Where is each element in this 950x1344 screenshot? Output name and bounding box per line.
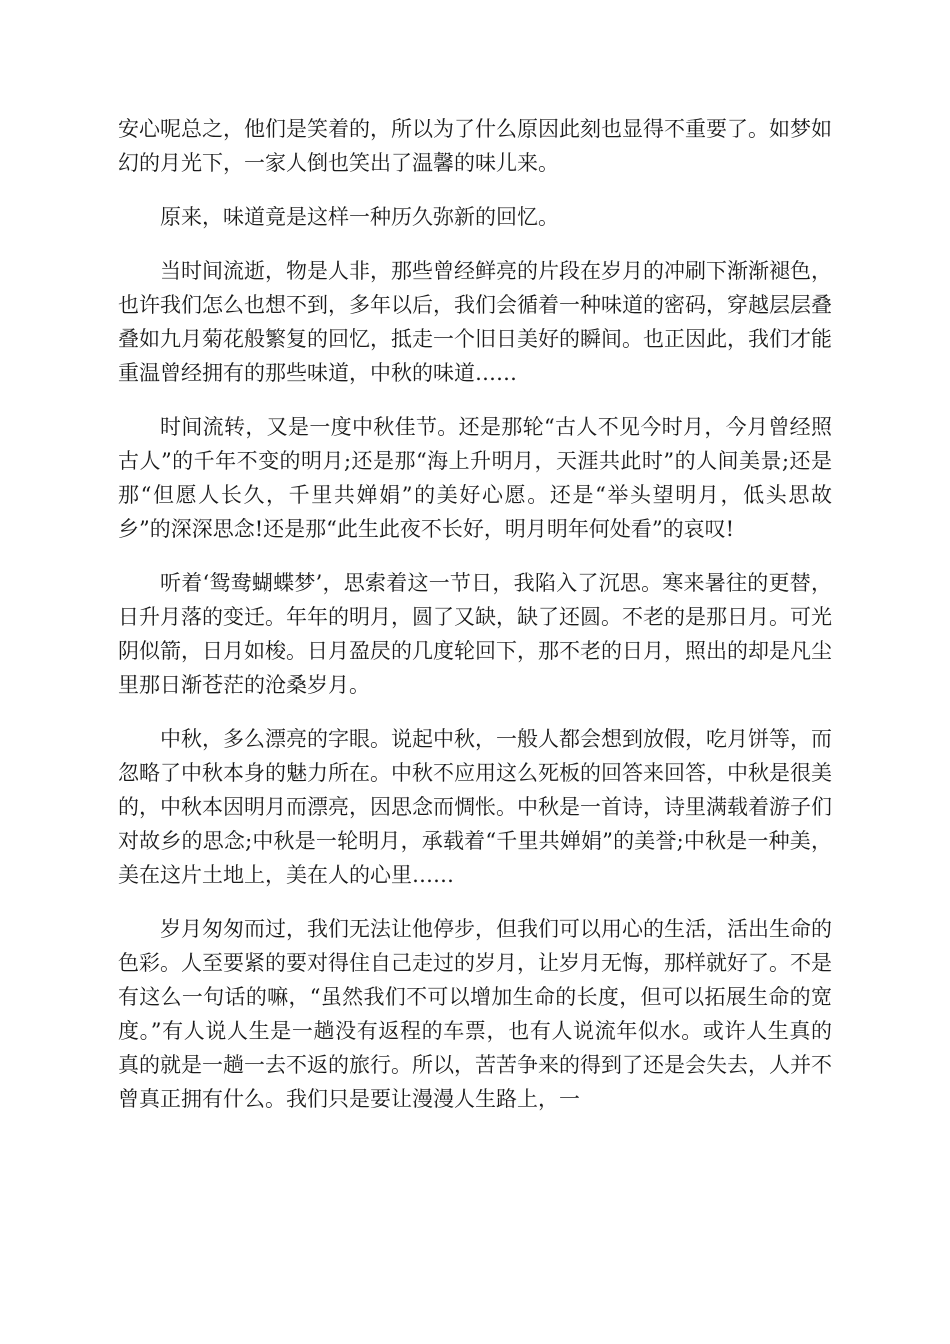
paragraph-5: 听着‘鸳鸯蝴蝶梦’，思索着这一节日，我陷入了沉思。寒来暑往的更替，日升月落的变迁。年年的明月，圆了又缺，缺了还圆。不老的是那日月。可光阴似箭，日月如梭。日月盈昃的几度轮回下，那不老的日月，照出的却是凡尘里那日渐苍茫的沧桑岁月。	[118, 571, 832, 697]
document-body	[118, 112, 832, 1116]
paragraph-6: 中秋，多么漂亮的字眼。说起中秋，一般人都会想到放假，吃月饼等，而忽略了中秋本身的魅力所在。中秋不应用这么死板的回答来回答，中秋是很美的，中秋本因明月而漂亮，因思念而惆怅。中秋是一首诗，诗里满载着游子们对故乡的思念;中秋是一轮明月，承载着“千里共婵娟”的美誉;中秋是一种美，美在这片土地上，美在人的心里……	[118, 727, 832, 887]
paragraph-3: 当时间流逝，物是人非，那些曾经鲜亮的片段在岁月的冲刷下渐渐褪色，也许我们怎么也想不到，多年以后，我们会循着一种味道的密码，穿越层层叠叠如九月菊花般繁复的回忆，抵走一个旧日美好的瞬间。也正因此，我们才能重温曾经拥有的那些味道，中秋的味道……	[118, 259, 832, 385]
paragraph-1: 安心呢总之，他们是笑着的，所以为了什么原因此刻也显得不重要了。如梦如幻的月光下，一家人倒也笑出了温馨的味儿来。	[118, 117, 832, 175]
paragraph-7: 岁月匆匆而过，我们无法让他停步，但我们可以用心的生活，活出生命的色彩。人至要紧的要对得住自己走过的岁月，让岁月无悔，那样就好了。不是有这么一句话的嘛，“虽然我们不可以增加生命的长度，但可以拓展生命的宽度。”有人说人生是一趟没有返程的车票，也有人说流年似水。或许人生真的真的就是一趟一去不返的旅行。所以，苦苦争来的得到了还是会失去，人并不曾真正拥有什么。我们只是要让漫漫人生路上，一	[118, 917, 832, 1111]
paragraph-4: 时间流转，又是一度中秋佳节。还是那轮“古人不见今时月，今月曾经照古人”的千年不变的明月;还是那“海上升明月，天涯共此时”的人间美景;还是那“但愿人长久，千里共婵娟”的美好心愿。还是“举头望明月，低头思故乡”的深深思念!还是那“此生此夜不长好，明月明年何处看”的哀叹!	[118, 415, 832, 541]
paragraph-2: 原来，味道竟是这样一种历久弥新的回忆。	[160, 205, 559, 229]
